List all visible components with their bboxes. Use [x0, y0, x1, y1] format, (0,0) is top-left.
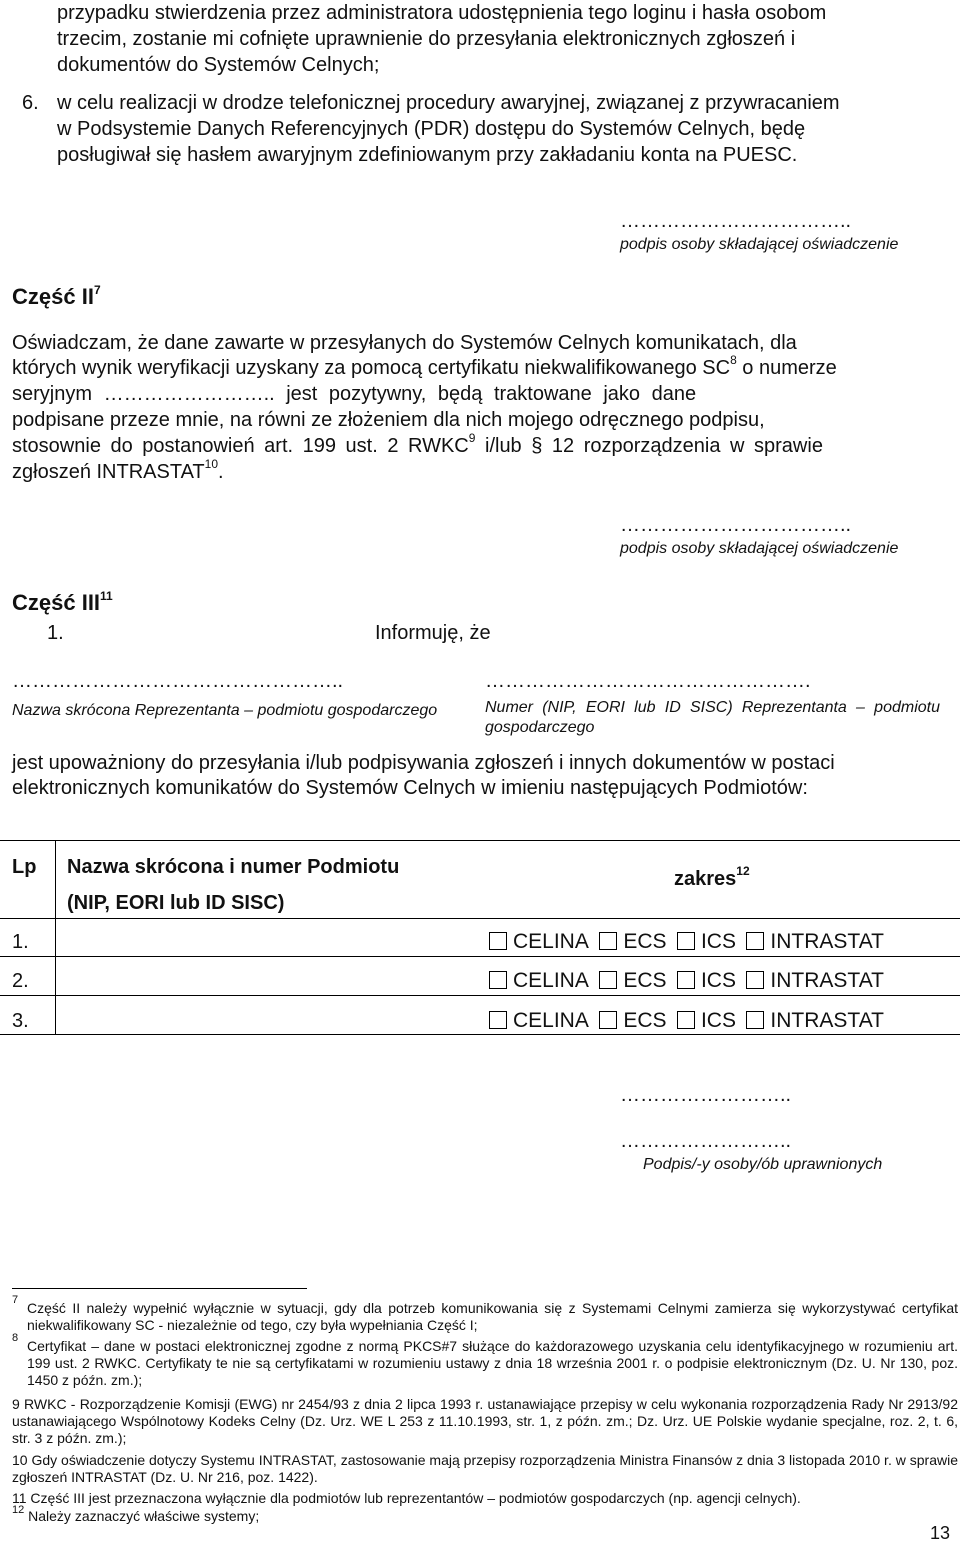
part-2-line-6: zgłoszeń INTRASTAT$^{10}$. [12, 457, 224, 483]
checkbox-celina[interactable] [489, 932, 507, 950]
footnote-7: 7 Część II należy wypełnić wyłącznie w sytuacji, gdy dla potrzeb komunikowania się z Systemami Celnymi zamierza się wykorzystywać certyfikat niekwalifikowany SC - niezależnie od tego, czy była wypełniania Część I; [12, 1294, 958, 1333]
representative-number-label: Numer (NIP, EORI lub ID SISC) Reprezentanta – podmiotu gospodarczego [485, 699, 940, 736]
checkbox-ecs[interactable] [599, 932, 617, 950]
part-2-line-3: seryjnym …………………….. jest pozytywny, będą traktowane jako dane [12, 383, 697, 405]
table-header-lp: Lp [12, 856, 37, 878]
item-6-line-2: w Podsystemie Danych Referencyjnych (PDR) dostępu do Systemów Celnych, będę [57, 118, 806, 140]
signature-2-dots: …………………………….. [620, 514, 852, 536]
part-2-line-2: których wynik weryfikacji uzyskany za pomocą certyfikatu niekwalifikowanego $SC^8$ o numerze [12, 353, 837, 379]
table-header-name-line-2: (NIP, EORI lub ID SISC) [67, 892, 285, 914]
table-row-3-options: CELINA ECS ICS INTRASTAT [487, 1009, 888, 1033]
signature-1-dots: …………………………….. [620, 210, 852, 232]
table-header-scope: zakres$^{12}$ [674, 864, 750, 890]
part-2-line-1: Oświadczam, że dane zawarte w przesyłanych do Systemów Celnych komunikatach, dla [12, 332, 797, 354]
checkbox-intrastat[interactable] [746, 971, 764, 989]
representative-name-label: Nazwa skrócona Reprezentanta – podmiotu gospodarczego [12, 702, 438, 719]
part-3-item-number: 1. [47, 622, 64, 644]
intro-line-1: przypadku stwierdzenia przez administratora udostępnienia tego loginu i hasła osobom [57, 2, 827, 24]
footnote-11: 11 Część III jest przeznaczona wyłącznie dla podmiotów lub reprezentantów – podmiotów gospodarczych (np. agencji celnych). [12, 1490, 801, 1506]
table-header-name-line-1: Nazwa skrócona i numer Podmiotu [67, 856, 400, 878]
part-2-heading: Część $II^7$ [12, 282, 101, 309]
part-3-item-text: Informuję, że [375, 622, 491, 644]
intro-line-2: trzecim, zostanie mi cofnięte uprawnienie do przesyłania elektronicznych zgłoszeń i [57, 28, 796, 50]
table-bottom-border [0, 1034, 960, 1035]
part-2-line-5: stosownie do postanowień art. 199 ust. 2 RWKC$^9$ i/lub § 12 rozporządzenia w sprawie [12, 431, 823, 457]
representative-name-dots: ………………………………………….. [12, 670, 344, 692]
footnote-10: 10 Gdy oświadczenie dotyczy Systemu INTRASTAT, zastosowanie mają przepisy rozporządzenia Ministra Finansów z dnia 3 listopada 2010 r. w sprawie zgłoszeń INTRASTAT (Dz. U. Nr 216, poz. 1422). [12, 1452, 958, 1485]
table-column-divider [55, 840, 56, 1034]
item-6-number: 6. [22, 92, 39, 114]
intro-line-3: dokumentów do Systemów Celnych; [57, 54, 380, 76]
table-row-3-number: 3. [12, 1010, 29, 1032]
signature-2-label: podpis osoby składającej oświadczenie [620, 540, 899, 557]
checkbox-ics[interactable] [677, 932, 695, 950]
checkbox-ics[interactable] [677, 1011, 695, 1029]
footnote-12: $^{12}$ Należy zaznaczyć właściwe systemy; [12, 1504, 260, 1524]
footnote-9: 9 RWKC - Rozporządzenie Komisji (EWG) nr 2454/93 z dnia 2 lipca 1993 r. ustanawiające przepisy w celu wykonania rozporządzenia Rady Nr 2913/92 ustanawiającego Wspólnotowy Kodeks Celny (Dz. Urz. WE L 253 z 11.10.1993, str. 1, z późn. zm.; Dz. Urz. UE Polskie wydanie specjalne, roz. 2, t. 6, str. 3 z późn. zm.); [12, 1396, 958, 1446]
footnote-8: 8 Certyfikat – dane w postaci elektronicznej zgodne z normą PKCS#7 służące do każdorazowego uzyskania celu identyfikacyjnego w rozumieniu art. 199 ust. 2 RWKC. Certyfikaty te nie są certyfikatami w rozumieniu ustawy z dnia 18 września 2001 r. o podpisie elektronicznym (Dz. U. Nr 130, poz. 1450 z późn. zm.); [12, 1332, 958, 1388]
authorization-line-1: jest upoważniony do przesyłania i/lub podpisywania zgłoszeń i innych dokumentów w postaci [12, 752, 835, 774]
item-6-line-3: posługiwał się hasłem awaryjnym zdefiniowanym przy zakładaniu konta na PUESC. [57, 144, 798, 166]
table-row-2-border [0, 995, 960, 996]
part-2-line-4: podpisane przeze mnie, na równi ze złożeniem dla nich mojego odręcznego podpisu, [12, 409, 765, 431]
table-row-2-options: CELINA ECS ICS INTRASTAT [487, 969, 888, 993]
checkbox-ecs[interactable] [599, 1011, 617, 1029]
signature-3-label: Podpis/-y osoby/ób uprawnionych [643, 1156, 883, 1173]
signature-3-dots-2: …………………….. [620, 1130, 792, 1152]
checkbox-ecs[interactable] [599, 971, 617, 989]
table-header-border [0, 918, 960, 919]
part-3-heading: Część III$^{11}$ [12, 588, 113, 615]
checkbox-celina[interactable] [489, 971, 507, 989]
item-6-line-1: w celu realizacji w drodze telefonicznej procedury awaryjnej, związanej z przywracaniem [57, 92, 840, 114]
checkbox-celina[interactable] [489, 1011, 507, 1029]
signature-3-dots-1: …………………….. [620, 1084, 792, 1106]
checkbox-intrastat[interactable] [746, 932, 764, 950]
table-row-1-options: CELINA ECS ICS INTRASTAT [487, 930, 888, 954]
checkbox-intrastat[interactable] [746, 1011, 764, 1029]
table-row-1-number: 1. [12, 931, 29, 953]
authorization-line-2: elektronicznych komunikatów do Systemów Celnych w imieniu następujących Podmiotów: [12, 777, 808, 799]
table-row-2-number: 2. [12, 970, 29, 992]
representative-number-dots: …………………………………………. [485, 670, 811, 692]
table-row-1-border [0, 956, 960, 957]
signature-1-label: podpis osoby składającej oświadczenie [620, 236, 899, 253]
footnote-separator [12, 1288, 307, 1289]
page-number: 13 [930, 1523, 951, 1543]
table-top-border [0, 840, 960, 841]
checkbox-ics[interactable] [677, 971, 695, 989]
